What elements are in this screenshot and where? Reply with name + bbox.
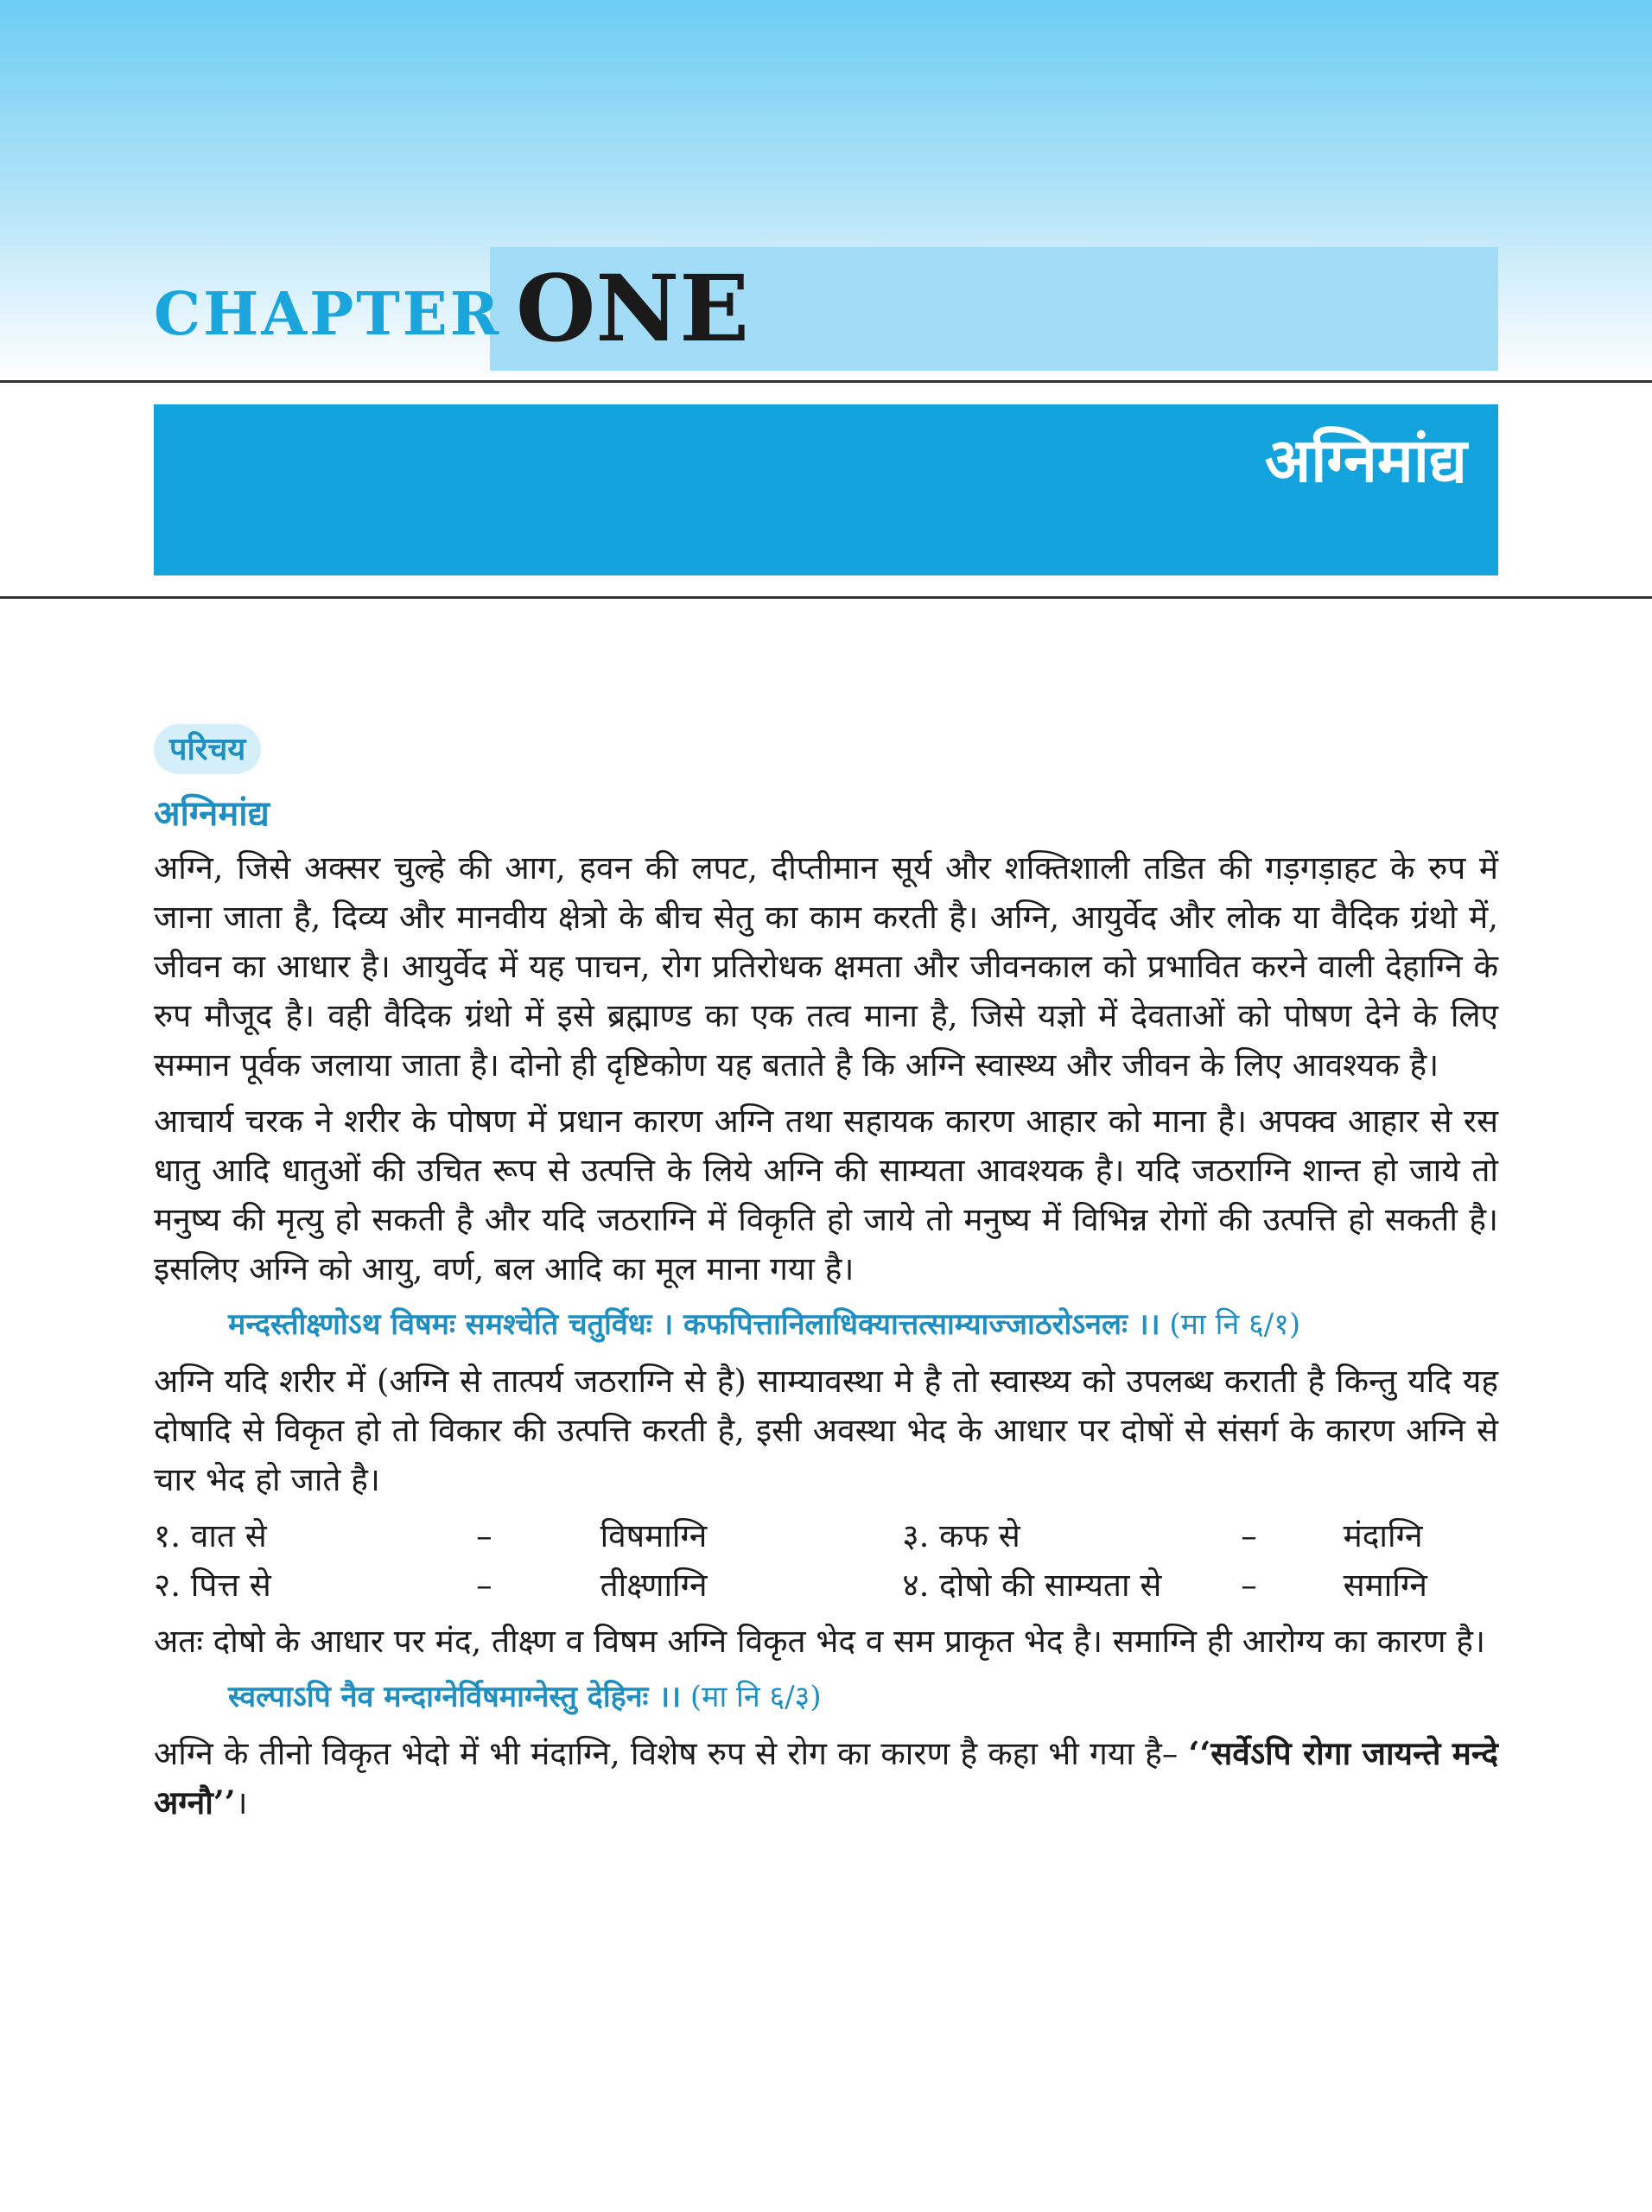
verse-1	[228, 1300, 1498, 1350]
agni-types-list	[154, 1511, 1498, 1610]
list-row	[154, 1560, 1498, 1610]
paragraph-1: अग्नि, जिसे अक्सर चुल्हे की आग, हवन की लपट, दीप्तीमान सूर्य और शक्तिशाली तडित की गड़गड़ाहट के रुप में जाना जाता है, दिव्य और मानवीय क्षेत्रो के बीच सेतु का काम करती है। अग्नि, आयुर्वेद और लोक या वैदिक ग्रंथो में, जीवन का आधार है। आयुर्वेद में यह पाचन, रोग प्रतिरोधक क्षमता और जीवनकाल को प्रभावित करने वाली देहाग्नि के रुप मौजूद है। वही वैदिक ग्रंथो में इसे ब्रह्माण्ड का एक तत्व माना है, जिसे यज्ञो में देवताओं को पोषण देने के लिए सम्मान पूर्वक जलाया जाता है। दोनो ही दृष्टिकोण यह बताते है कि अग्नि स्वास्थ्य और जीवन के लिए आवश्यक है।	[154, 849, 1498, 1084]
chapter-content	[154, 724, 1498, 1834]
verse-2	[228, 1673, 1498, 1722]
paragraph-4: अतः दोषो के आधार पर मंद, तीक्ष्ण व विषम अग्नि विकृत भेद व सम प्राकृत भेद है। समाग्नि ही आरोग्य का कारण है।	[154, 1623, 1485, 1660]
verse-2-reference: (मा नि ६/३)	[689, 1680, 822, 1714]
list-dash: –	[476, 1517, 492, 1554]
list-dash: –	[1241, 1567, 1257, 1604]
list-cause: १. वात से	[154, 1517, 267, 1554]
paragraph-5	[154, 1729, 1498, 1827]
list-result: मंदाग्नि	[1343, 1517, 1423, 1554]
list-cause: ३. कफ से	[902, 1517, 1020, 1554]
verse-2-text: स्वल्पाऽपि नैव मन्दाग्नेर्विषमाग्नेस्तु देहिनः ।।	[228, 1680, 682, 1714]
list-row	[154, 1511, 1498, 1560]
list-result: तीक्ष्णाग्नि	[600, 1567, 708, 1604]
paragraph-3: अग्नि यदि शरीर में (अग्नि से तात्पर्य जठराग्नि से है) साम्यावस्था मे है तो स्वास्थ्य को उपलब्ध कराती है किन्तु यदि यह दोषादि से विकृत हो तो विकार की उत्पत्ति करती है, इसी अवस्था भेद के आधार पर दोषों से संसर्ग के कारण अग्नि से चार भेद हो जाते है।	[154, 1363, 1498, 1498]
section-pill-introduction: परिचय	[154, 724, 261, 774]
list-cause: २. पित्त से	[154, 1567, 271, 1604]
paragraph-5-end: ।	[235, 1784, 248, 1821]
list-result: विषमाग्नि	[600, 1517, 708, 1554]
divider-bottom	[0, 596, 1652, 599]
chapter-title-band	[154, 404, 1498, 575]
list-dash: –	[1241, 1517, 1257, 1554]
chapter-title: अग्निमांद्य	[1264, 424, 1467, 496]
list-cause: ४. दोषो की साम्यता से	[902, 1567, 1162, 1604]
paragraph-5-text: अग्नि के तीनो विकृत भेदो में भी मंदाग्नि, विशेष रुप से रोग का कारण है कहा भी गया है–	[154, 1735, 1179, 1772]
verse-1-reference: (मा नि ६/१)	[1169, 1307, 1301, 1342]
list-result: समाग्नि	[1343, 1567, 1427, 1604]
chapter-label: CHAPTER	[154, 280, 502, 349]
paragraph-2: आचार्य चरक ने शरीर के पोषण में प्रधान कारण अग्नि तथा सहायक कारण आहार को माना है। अपक्व आहार से रस धातु आदि धातुओं की उचित रूप से उत्पत्ति के लिये अग्नि की साम्यता आवश्यक है। यदि जठराग्नि शान्त हो जाये तो मनुष्य की मृत्यु हो सकती है और यदि जठराग्नि में विकृति हो जाये तो मनुष्य में विभिन्न रोगों की उत्पत्ति हो सकती है। इसलिए अग्नि को आयु, वर्ण, बल आदि का मूल माना गया है।	[154, 1103, 1498, 1287]
list-dash: –	[476, 1567, 492, 1604]
paragraph-5-quote: ‘‘सर्वेऽपि रोगा जायन्ते मन्दे अग्नौ’’	[154, 1734, 1499, 1821]
divider-top	[0, 380, 1652, 383]
verse-1-text: मन्दस्तीक्ष्णोऽथ विषमः समश्चेति चतुर्विधः । कफपित्तानिलाधिक्यात्तत्साम्याज्जाठरोऽनलः ।।	[228, 1307, 1160, 1342]
sub-heading: अग्निमांद्य	[154, 793, 270, 834]
chapter-number: ONE	[516, 254, 750, 362]
